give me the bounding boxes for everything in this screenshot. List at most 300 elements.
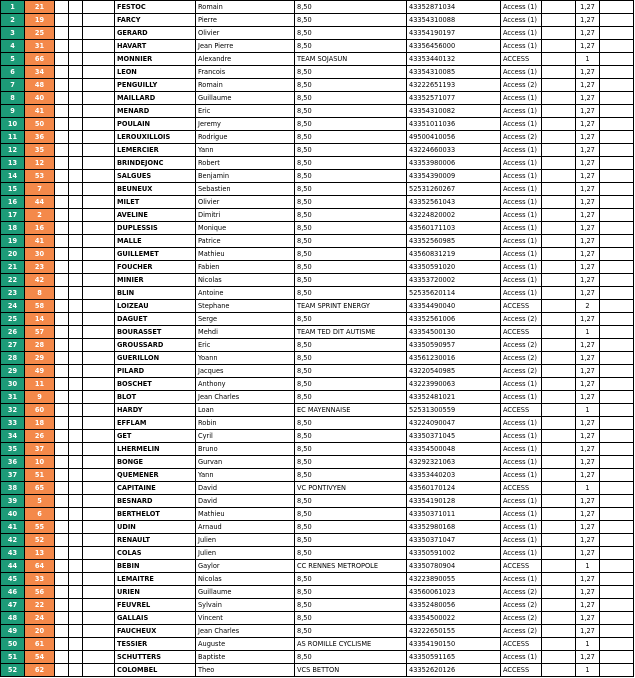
empty-cell [69,92,83,105]
rider-firstname: Arnaud [196,521,295,534]
empty-cell [83,313,115,326]
club: 8,50 [295,573,407,586]
empty-cell [600,261,634,274]
empty-cell [69,118,83,131]
club: 8,50 [295,40,407,53]
licence-number: 43350780904 [407,560,501,573]
club: 8,50 [295,599,407,612]
points-a [542,339,576,352]
dossard: 13 [25,547,55,560]
points-a [542,183,576,196]
licence-number: 43354310082 [407,105,501,118]
points: 1,27 [576,365,600,378]
table-row [1,612,634,625]
licence-number: 43354500048 [407,443,501,456]
empty-cell [69,144,83,157]
empty-cell [55,443,69,456]
empty-cell [83,391,115,404]
points-a [542,326,576,339]
rider-name: GET [115,430,196,443]
licence-number: 43292321063 [407,456,501,469]
points: 1,27 [576,378,600,391]
table-row [1,40,634,53]
table-row [1,404,634,417]
empty-cell [83,534,115,547]
points: 1,27 [576,352,600,365]
table-row [1,274,634,287]
empty-cell [600,430,634,443]
licence-number: 43352480056 [407,599,501,612]
empty-cell [55,638,69,651]
rider-firstname: Baptiste [196,651,295,664]
empty-cell [600,300,634,313]
dossard: 50 [25,118,55,131]
empty-cell [69,261,83,274]
empty-cell [600,79,634,92]
licence-number: 43352980168 [407,521,501,534]
row-number: 37 [1,469,25,482]
empty-cell [83,547,115,560]
table-row [1,235,634,248]
points: 1 [576,664,600,677]
row-number: 17 [1,209,25,222]
points: 1,27 [576,612,600,625]
rider-name: POULAIN [115,118,196,131]
table-row [1,105,634,118]
rider-name: BONGE [115,456,196,469]
licence-number: 43352571077 [407,92,501,105]
category: ACCESS [501,638,542,651]
club: CC RENNES METROPOLE [295,560,407,573]
empty-cell [55,157,69,170]
club: 8,50 [295,14,407,27]
club: 8,50 [295,261,407,274]
licence-number: 43352561043 [407,196,501,209]
row-number: 49 [1,625,25,638]
rider-firstname: Mathieu [196,508,295,521]
empty-cell [600,378,634,391]
points: 1,27 [576,92,600,105]
points: 1 [576,404,600,417]
empty-cell [55,53,69,66]
dossard: 65 [25,482,55,495]
table-row [1,469,634,482]
category: Access (1) [501,391,542,404]
row-number: 13 [1,157,25,170]
points: 1,27 [576,469,600,482]
table-row [1,625,634,638]
empty-cell [55,118,69,131]
row-number: 38 [1,482,25,495]
empty-cell [600,560,634,573]
empty-cell [55,196,69,209]
points-a [542,547,576,560]
empty-cell [55,560,69,573]
table-row [1,508,634,521]
dossard: 57 [25,326,55,339]
rider-name: LHERMELIN [115,443,196,456]
empty-cell [83,651,115,664]
empty-cell [69,352,83,365]
rider-firstname: Patrice [196,235,295,248]
empty-cell [83,339,115,352]
empty-cell [55,209,69,222]
empty-cell [83,196,115,209]
points: 1,27 [576,443,600,456]
licence-number: 43350591002 [407,547,501,560]
empty-cell [600,586,634,599]
category: ACCESS [501,300,542,313]
licence-number: 43224660033 [407,144,501,157]
club: AS ROMILLE CYCLISME [295,638,407,651]
rider-firstname: Robert [196,157,295,170]
points: 1,27 [576,1,600,14]
empty-cell [69,560,83,573]
club: 8,50 [295,235,407,248]
points-a [542,417,576,430]
rider-name: CAPITAINE [115,482,196,495]
rider-firstname: Sebastien [196,183,295,196]
empty-cell [83,92,115,105]
dossard: 55 [25,521,55,534]
empty-cell [83,404,115,417]
rider-name: GALLAIS [115,612,196,625]
club: TEAM SOJASUN [295,53,407,66]
table-row [1,300,634,313]
empty-cell [600,27,634,40]
empty-cell [600,599,634,612]
empty-cell [55,287,69,300]
rider-name: LEMAITRE [115,573,196,586]
empty-cell [83,261,115,274]
empty-cell [600,248,634,261]
points: 1 [576,482,600,495]
dossard: 16 [25,222,55,235]
table-row [1,183,634,196]
row-number: 46 [1,586,25,599]
club: 8,50 [295,105,407,118]
category: Access (1) [501,651,542,664]
rider-name: GROUSSARD [115,339,196,352]
points: 1,27 [576,118,600,131]
empty-cell [55,313,69,326]
empty-cell [83,235,115,248]
row-number: 52 [1,664,25,677]
category: Access (2) [501,352,542,365]
empty-cell [600,105,634,118]
empty-cell [83,105,115,118]
club: 8,50 [295,118,407,131]
points: 1,27 [576,79,600,92]
empty-cell [600,469,634,482]
points: 1,27 [576,131,600,144]
club: 8,50 [295,456,407,469]
dossard: 6 [25,508,55,521]
empty-cell [83,66,115,79]
points-a [542,495,576,508]
row-number: 39 [1,495,25,508]
empty-cell [83,144,115,157]
table-row [1,196,634,209]
row-number: 40 [1,508,25,521]
dossard: 34 [25,66,55,79]
dossard: 18 [25,417,55,430]
empty-cell [83,469,115,482]
rider-firstname: Jean Charles [196,625,295,638]
points-a [542,53,576,66]
dossard: 49 [25,365,55,378]
empty-cell [69,586,83,599]
club: 8,50 [295,495,407,508]
rider-firstname: David [196,495,295,508]
rider-name: DAGUET [115,313,196,326]
row-number: 51 [1,651,25,664]
dossard: 51 [25,469,55,482]
row-number: 33 [1,417,25,430]
empty-cell [69,339,83,352]
empty-cell [83,274,115,287]
row-number: 44 [1,560,25,573]
points: 1 [576,638,600,651]
club: VC PONTIVYEN [295,482,407,495]
points-a [542,27,576,40]
dossard: 19 [25,14,55,27]
points-a [542,157,576,170]
category: Access (1) [501,183,542,196]
empty-cell [55,248,69,261]
empty-cell [600,313,634,326]
empty-cell [83,365,115,378]
table-row [1,456,634,469]
empty-cell [83,638,115,651]
empty-cell [55,326,69,339]
rider-name: SALGUES [115,170,196,183]
licence-number: 43354190197 [407,27,501,40]
points-a [542,404,576,417]
rider-firstname: Romain [196,1,295,14]
empty-cell [55,222,69,235]
points: 1,27 [576,547,600,560]
category: Access (2) [501,599,542,612]
table-row [1,378,634,391]
empty-cell [69,222,83,235]
rider-firstname: Gurvan [196,456,295,469]
empty-cell [600,612,634,625]
empty-cell [83,625,115,638]
empty-cell [55,300,69,313]
points: 1,27 [576,261,600,274]
points-a [542,378,576,391]
empty-cell [55,1,69,14]
category: Access (1) [501,235,542,248]
points: 1,27 [576,625,600,638]
licence-number: 43560171103 [407,222,501,235]
points: 1,27 [576,521,600,534]
club: 8,50 [295,92,407,105]
rider-firstname: Loan [196,404,295,417]
rider-name: FOUCHER [115,261,196,274]
category: Access (2) [501,313,542,326]
rider-name: COLOMBEL [115,664,196,677]
rider-firstname: Theo [196,664,295,677]
licence-number: 52531260267 [407,183,501,196]
licence-number: 43560831219 [407,248,501,261]
category: Access (2) [501,79,542,92]
rider-firstname: Julien [196,534,295,547]
club: TEAM TED DIT AUTISME [295,326,407,339]
empty-cell [69,365,83,378]
points-a [542,430,576,443]
rider-firstname: Fabien [196,261,295,274]
table-row [1,534,634,547]
category: Access (1) [501,534,542,547]
empty-cell [55,456,69,469]
dossard: 48 [25,79,55,92]
row-number: 21 [1,261,25,274]
empty-cell [83,612,115,625]
empty-cell [69,157,83,170]
points-a [542,664,576,677]
empty-cell [600,14,634,27]
empty-cell [600,365,634,378]
empty-cell [69,651,83,664]
licence-number: 43224820002 [407,209,501,222]
table-row [1,599,634,612]
dossard: 56 [25,586,55,599]
licence-number: 43560061023 [407,586,501,599]
empty-cell [69,300,83,313]
rider-name: LEON [115,66,196,79]
rider-name: FARCY [115,14,196,27]
empty-cell [55,521,69,534]
rider-name: BLOT [115,391,196,404]
empty-cell [83,352,115,365]
empty-cell [83,131,115,144]
empty-cell [69,287,83,300]
dossard: 54 [25,651,55,664]
row-number: 1 [1,1,25,14]
empty-cell [55,534,69,547]
table-row [1,326,634,339]
empty-cell [83,560,115,573]
dossard: 42 [25,274,55,287]
empty-cell [69,547,83,560]
table-row [1,573,634,586]
rider-name: PILARD [115,365,196,378]
row-number: 10 [1,118,25,131]
club: 8,50 [295,521,407,534]
empty-cell [600,1,634,14]
rider-firstname: Cyril [196,430,295,443]
licence-number: 43356456000 [407,40,501,53]
points-a [542,456,576,469]
dossard: 9 [25,391,55,404]
points: 1,27 [576,27,600,40]
category: Access (1) [501,27,542,40]
club: 8,50 [295,417,407,430]
empty-cell [55,365,69,378]
row-number: 42 [1,534,25,547]
licence-number: 43353440203 [407,469,501,482]
empty-cell [69,274,83,287]
empty-cell [69,417,83,430]
empty-cell [600,170,634,183]
empty-cell [69,443,83,456]
rider-name: AVELINE [115,209,196,222]
dossard: 37 [25,443,55,456]
empty-cell [55,40,69,53]
category: Access (1) [501,105,542,118]
licence-number: 49500410056 [407,131,501,144]
points: 1,27 [576,248,600,261]
table-row [1,53,634,66]
dossard: 21 [25,1,55,14]
rider-firstname: Dimitri [196,209,295,222]
empty-cell [69,378,83,391]
row-number: 8 [1,92,25,105]
empty-cell [55,183,69,196]
row-number: 25 [1,313,25,326]
dossard: 22 [25,599,55,612]
row-number: 31 [1,391,25,404]
rider-name: LEMERCIER [115,144,196,157]
points-a [542,469,576,482]
row-number: 12 [1,144,25,157]
category: ACCESS [501,560,542,573]
table-row [1,261,634,274]
table-row [1,66,634,79]
rider-firstname: Auguste [196,638,295,651]
club: EC MAYENNAISE [295,404,407,417]
empty-cell [83,378,115,391]
category: Access (2) [501,131,542,144]
rider-name: HAVART [115,40,196,53]
licence-number: 43223890055 [407,573,501,586]
empty-cell [55,352,69,365]
empty-cell [83,209,115,222]
rider-name: MAILLARD [115,92,196,105]
empty-cell [83,508,115,521]
dossard: 24 [25,612,55,625]
empty-cell [83,326,115,339]
points-a [542,625,576,638]
licence-number: 43353720002 [407,274,501,287]
table-row [1,209,634,222]
club: 8,50 [295,469,407,482]
empty-cell [600,443,634,456]
empty-cell [69,183,83,196]
empty-cell [69,482,83,495]
rider-name: GERARD [115,27,196,40]
points: 1,27 [576,430,600,443]
rider-name: BOSCHET [115,378,196,391]
category: Access (1) [501,14,542,27]
empty-cell [69,105,83,118]
dossard: 33 [25,573,55,586]
table-row [1,560,634,573]
licence-number: 43560170124 [407,482,501,495]
dossard: 26 [25,430,55,443]
category: Access (1) [501,261,542,274]
points: 1,27 [576,14,600,27]
row-number: 30 [1,378,25,391]
empty-cell [69,196,83,209]
rider-name: BEUNEUX [115,183,196,196]
rider-firstname: Yoann [196,352,295,365]
empty-cell [55,482,69,495]
club: 8,50 [295,144,407,157]
club: 8,50 [295,365,407,378]
